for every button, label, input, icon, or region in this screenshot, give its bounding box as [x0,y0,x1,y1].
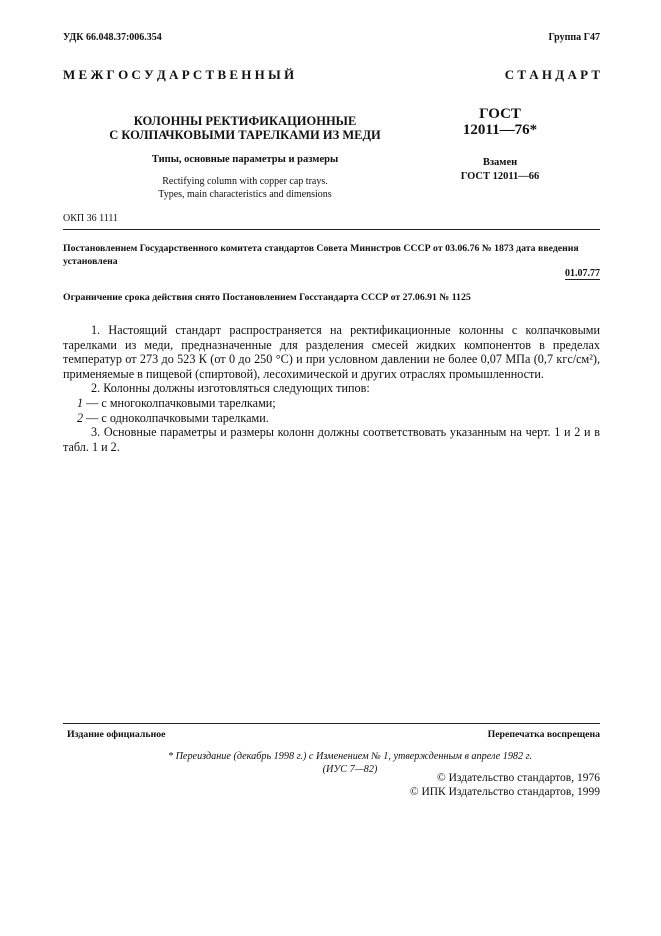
copyright-1999: © ИПК Издательство стандартов, 1999 [409,786,600,798]
footnote-line-1: * Переиздание (декабрь 1998 г.) с Изменением № 1, утвержденным в апреле 1982 г. [167,751,533,762]
replaces-standard [430,156,570,184]
document-title [100,114,390,142]
english-title-line-1: Rectifying column with copper cap trays. [162,176,328,187]
restriction-text: Ограничение срока действия снято Постановлением Госстандарта СССР от 27.06.91 № 1125 [63,292,471,303]
footnote-line-2: (ИУС 7—82) [322,764,378,775]
replace-label: Взамен [482,157,518,168]
banner-left: М Е Ж Г О С У Д А Р С Т В Е Н Н Ы Й [63,67,295,82]
paragraph-1: 1. Настоящий стандарт распространяется на ректификационные колонны с колпачковыми тарелками из меди, предназначенные для разделения смесей жидких компонентов в пределах температур от 273 до 523 К (от 0 до 250 °С) и при условном давлении не более 0,07 МПа (0,7 кгс/см²), применяемые в пищевой (спиртовой), лесохимической и других отраслях промышленности. [63,323,600,381]
effective-date: 01.07.77 [565,268,600,279]
interstate-standard-banner [63,67,600,83]
gost-label: ГОСТ [479,106,521,122]
official-edition: Издание официальное [67,729,166,740]
footer-divider [63,723,600,724]
type-item-2 [63,411,600,426]
reprint-prohibited: Перепечатка воспрещена [487,729,600,740]
paragraph-2: 2. Колонны должны изготовляться следующих типов: [91,381,370,396]
gost-designation [450,106,550,138]
type-item-1-text: — с многоколпачковыми тарелками; [83,395,276,410]
udk-code: УДК 66.048.37:006.354 [63,32,162,43]
divider [63,229,600,230]
copyright-1976: © Издательство стандартов, 1976 [436,772,600,784]
type-item-1 [63,396,600,411]
english-title-line-2: Types, main characteristics and dimensions [158,189,332,200]
banner-right: С Т А Н Д А Р Т [504,67,600,82]
english-title [100,175,390,201]
type-item-2-text: — с одноколпачковыми тарелками. [83,410,269,425]
title-line-2: С КОЛПАЧКОВЫМИ ТАРЕЛКАМИ ИЗ МЕДИ [109,128,381,142]
group-code: Группа Г47 [548,32,600,43]
okp-code: ОКП 36 1111 [63,213,118,224]
replace-number: ГОСТ 12011—66 [460,171,540,182]
gost-number: 12011—76* [462,122,538,138]
decree-text: Постановлением Государственного комитета стандартов Совета Министров СССР от 03.06.76 № 1873 дата введения установлена [63,243,579,267]
type-item-1-number: 1 [77,395,84,410]
document-subtitle: Типы, основные параметры и размеры [151,154,339,165]
body-text [63,323,600,454]
paragraph-3: 3. Основные параметры и размеры колонн должны соответствовать указанным на черт. 1 и 2 и в табл. 1 и 2. [63,425,600,454]
title-line-1: КОЛОННЫ РЕКТИФИКАЦИОННЫЕ [133,114,357,128]
type-item-2-number: 2 [77,410,84,425]
